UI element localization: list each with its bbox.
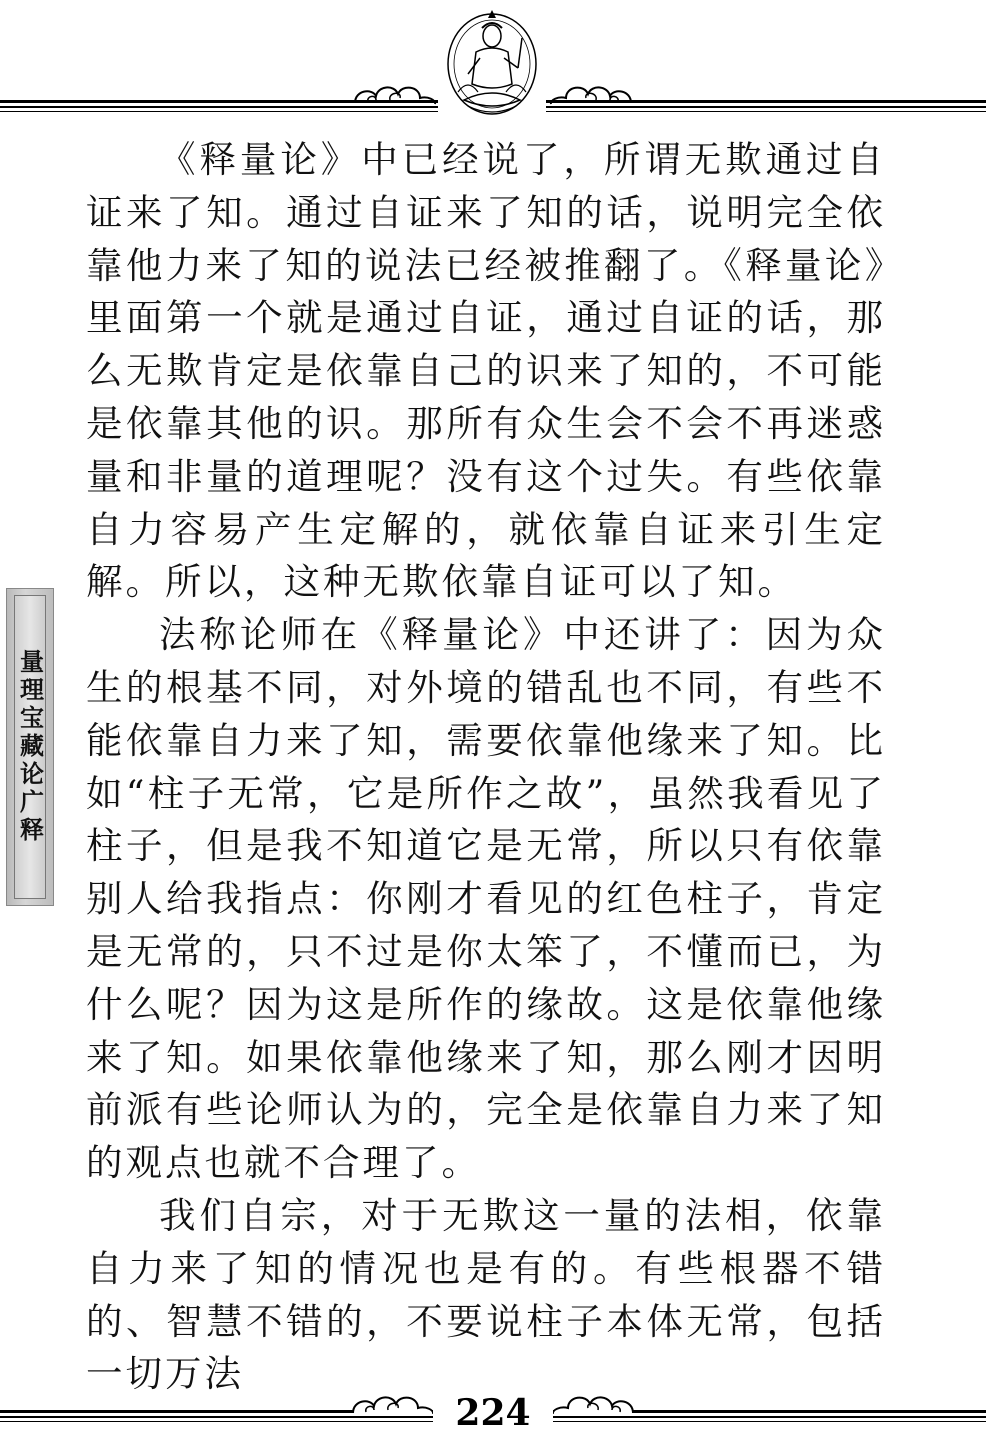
paragraph-2: 法称论师在《释量论》中还讲了：因为众生的根基不同，对外境的错乱也不同，有些不能依靠自力来了知，需要依靠他缘来了知。比如“柱子无常，它是所作之故”，虽然我看见了柱子，但是我不知道它是无常，所以只有依靠别人给我指点：你刚才看见的红色柱子，肯定是无常的，只不过是你太笨了，不懂而已，为什么呢？因为这是所作的缘故。这是依靠他缘来了知。如果依靠他缘来了知，那么刚才因明前派有些论师认为的，完全是依靠自力来了知的观点也就不合理了。 xyxy=(86,613,886,1185)
page-number: 224 xyxy=(433,1392,553,1434)
cloud-icon xyxy=(350,78,440,108)
paragraph-1: 《释量论》中已经说了，所谓无欺通过自证来了知。通过自证来了知的话，说明完全依靠他力来了知的说法已经被推翻了。《释量论》里面第一个就是通过自证，通过自证的话，那么无欺肯定是依靠自己的识来了知的，不可能是依靠其他的识。那所有众生会不会不再迷惑量和非量的道理呢？没有这个过失。有些依靠自力容易产生定解的，就依靠自证来引生定解。所以，这种无欺依靠自证可以了知。 xyxy=(86,138,886,604)
cloud-icon xyxy=(546,78,636,108)
body-text xyxy=(86,134,886,1401)
cloud-icon xyxy=(548,1388,638,1418)
side-tab xyxy=(6,588,54,906)
paragraph-3: 我们自宗，对于无欺这一量的法相，依靠自力来了知的情况也是有的。有些根器不错的、智慧不错的，不要说柱子本体无常，包括一切万法 xyxy=(86,1193,886,1396)
deity-figure-icon xyxy=(438,8,546,120)
book-title-vertical: 量理宝藏论广释 xyxy=(15,649,45,845)
cloud-icon xyxy=(348,1388,438,1418)
